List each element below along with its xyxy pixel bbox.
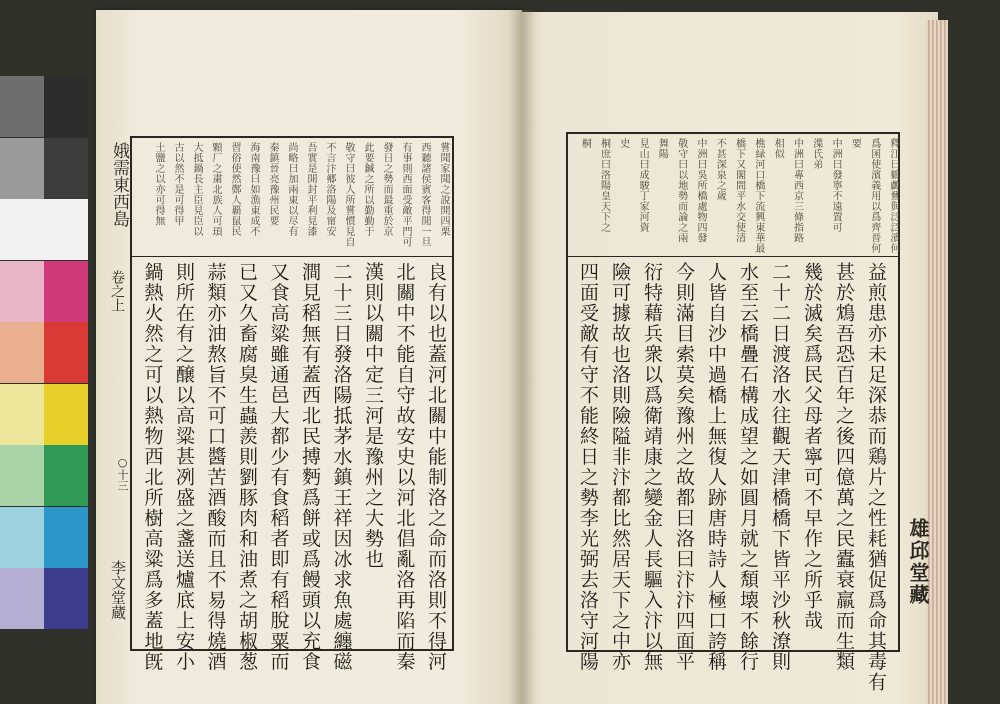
note-column: 見山曰成駿丁家河資 [637, 138, 649, 233]
text-column: 險可據故也洛則險隘非汴都比然居天下之中亦 [609, 262, 631, 672]
note-column: 敬守曰以地勢而論之兩 [675, 138, 687, 243]
color-swatch [44, 322, 88, 383]
text-column: 澗見稻無有蓋西北民搏麪爲餅或爲饅頭以充食 [299, 262, 321, 672]
color-swatch [44, 261, 88, 322]
color-calibration-chart [0, 76, 88, 632]
note-column: 相似 [772, 138, 784, 159]
note-column: 尚略曰加兩東以尽有 [286, 142, 297, 237]
note-column: 海南豫曰如漁東成不 [248, 142, 259, 237]
note-column: 有事則西面受敵平門可 [400, 142, 411, 247]
text-column: 鍋熱火然之可以熱物西北所樹高粱爲多蓋地旣 [141, 262, 164, 672]
text-column: 蒜類亦油熬旨不可口醬苦酒酸而且不易得燒酒 [204, 262, 227, 672]
color-swatch [44, 199, 88, 260]
text-column: 水至云橋疊石構成望之如圓月就之頽壊不餘行 [737, 262, 759, 672]
note-column: 顆厂之粛北族人可頊 [210, 142, 221, 237]
note-column: 史 [617, 138, 629, 149]
color-swatch [44, 445, 88, 506]
note-column: 大抵鍋長主臣見臣以 [191, 142, 202, 237]
note-column: 習俗使然鄭人覇鼠民 [229, 142, 240, 237]
note-column: 土鹽之以亦可得無 [153, 142, 164, 226]
note-column: 中洲曰發寧不遠置可 [830, 138, 842, 233]
color-swatch [0, 138, 44, 199]
color-swatch [0, 261, 44, 322]
left-margin-title: 娥需東西島 [109, 142, 129, 227]
left-margin-bottom: 李文堂蔵 [109, 560, 127, 620]
note-column: 秦鎮晉亮豫州民要 [267, 142, 278, 226]
color-swatch [0, 384, 44, 445]
note-column: 桐 [579, 138, 591, 149]
note-column: 中洲曰專西京三條指路 [791, 138, 803, 243]
text-column: 已又久畜腐臭生蟲羨則劉豚肉和油煮之胡椒葱 [236, 262, 258, 672]
note-column: 橋下又閣間平水交使清 [733, 138, 745, 243]
color-swatch [44, 568, 88, 629]
text-column: 北關中不能自守故安史以河北倡亂洛再陷而秦 [393, 262, 416, 672]
note-column: 不甚深泉之歲 [714, 138, 726, 201]
note-column: 此要鍼之所以勤勤于 [362, 142, 373, 237]
text-column: 四面受敵有守不能終日之勢李光弼去洛守河陽 [577, 262, 599, 672]
text-column: 二十三日發洛陽抵茅水鎮王祥因冰求魚處纏磁 [330, 262, 353, 672]
publisher-seal: 雄邱堂藏 [906, 518, 930, 606]
note-column: 不言汴郷洛陽及甯安 [324, 142, 335, 237]
text-column: 益煎患亦未足深恭而鶏片之性耗猶促爲命其毒有 [865, 262, 887, 693]
note-column: 古以然不是可得甲 [172, 142, 183, 226]
text-column: 衍特藉兵衆以爲衛靖康之變金人長驅入汴以無 [641, 262, 663, 672]
color-swatch [0, 322, 44, 383]
note-column: 嘗聞家聞之說開四栗 [438, 142, 449, 237]
note-column: 釋江曰鶴鸕鶿與泛泛濱何 [888, 138, 899, 254]
note-column: 西聽諸侯賓客得閒一旦 [419, 142, 430, 247]
right-note-divider [568, 256, 898, 257]
color-swatch [0, 445, 44, 506]
note-column: 渫氏弟 [810, 138, 822, 170]
color-swatch [44, 384, 88, 445]
color-swatch [0, 76, 44, 137]
text-column: 今則滿目索莫矣豫州之故都曰洛曰汴汴四面平 [673, 262, 695, 672]
left-note-divider [132, 256, 452, 257]
text-column: 漢則以關中定三河是豫州之大勢也 [362, 262, 384, 570]
text-column: 二十二日渡洛水往觀天津橋橋下皆平沙秋潦則 [769, 262, 791, 672]
color-swatch [44, 507, 88, 568]
book-gutter [508, 10, 536, 704]
note-column: 舞陽 [656, 138, 668, 159]
color-swatch [44, 138, 88, 199]
color-swatch [0, 199, 44, 260]
text-column: 則所在有之醸以高粱甚冽盛之盞送爐底上安小 [173, 262, 195, 672]
color-swatch [0, 507, 44, 568]
text-column: 又食高粱雖通邑大都少有食稻者即有稻脫粟而 [267, 262, 290, 672]
left-margin-volume: 卷之上 [109, 270, 125, 312]
note-column: 要 [849, 138, 861, 149]
text-column: 甚於鴆吾恐百年之後四億萬之民蠹衰羸而生類 [833, 262, 855, 672]
note-column: 發日之勢而最重於京 [381, 142, 392, 237]
note-column: 吾實是開封平利見漆 [305, 142, 316, 237]
color-swatch [0, 568, 44, 629]
text-column: 良有以也蓋河北關中能制洛之命而洛則不得河 [425, 262, 447, 672]
note-column: 爲囷使濱義用以爲齊晉何 [868, 138, 880, 254]
text-column: 幾於滅矣爲民父母者寧可不早作之所乎哉 [801, 262, 823, 631]
note-column: 中洲曰吳所橋處物四發 [695, 138, 706, 243]
note-column: 桐庶曰洛陽皇天下之 [598, 138, 610, 233]
note-column: 樵緑河口橋下流興東華最 [752, 138, 764, 254]
text-column: 人皆自沙中過橋上無復人跡唐時詩人極口誇稱 [705, 262, 727, 672]
note-column: 敬守曰彼人所嘗慣見自 [343, 142, 354, 247]
color-swatch [44, 76, 88, 137]
left-page-number: ○十三 [116, 456, 129, 491]
